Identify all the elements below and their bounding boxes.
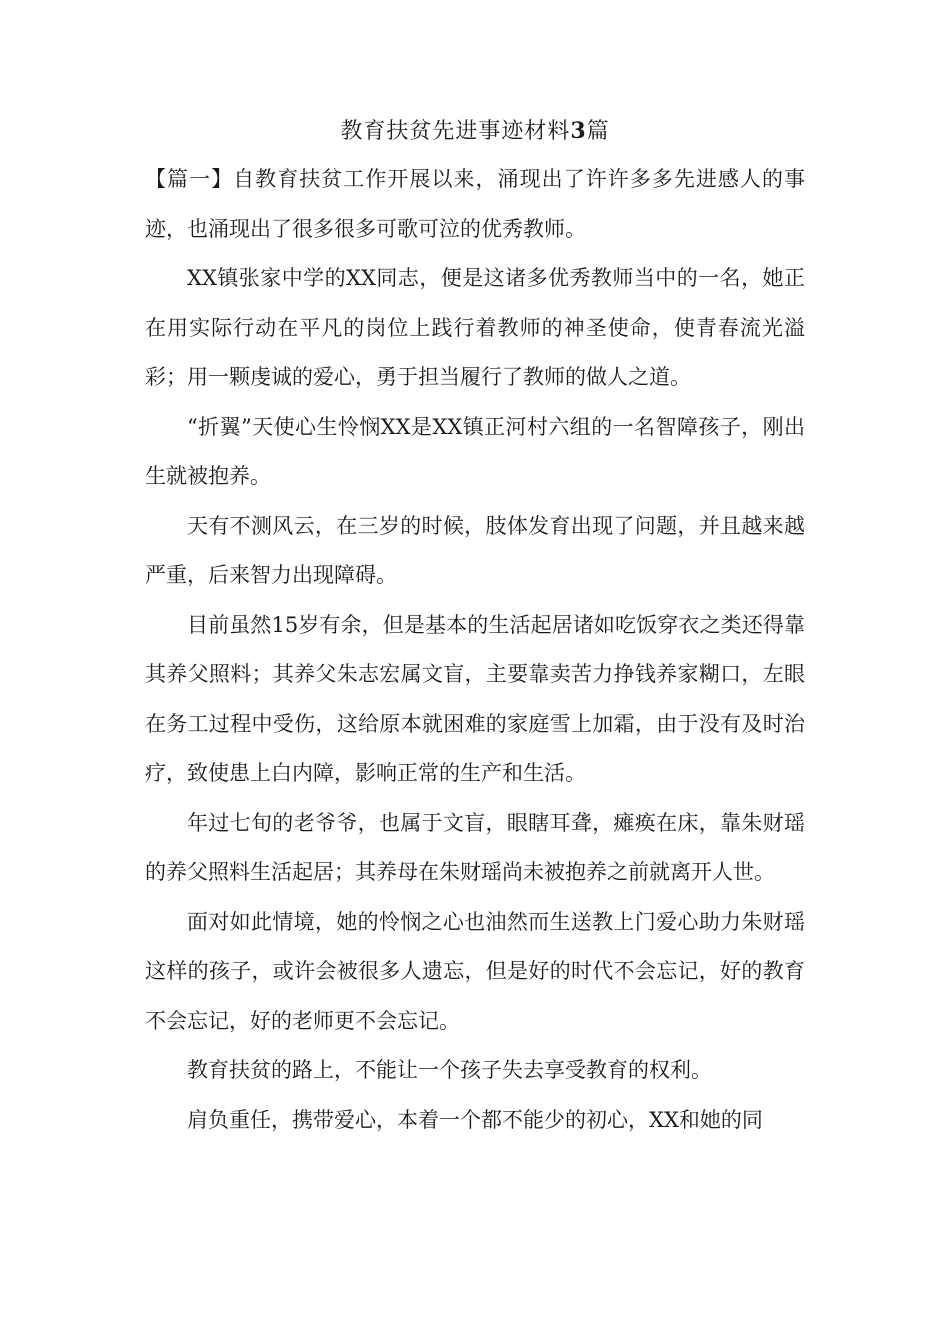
paragraph-2: XX镇张家中学的XX同志，便是这诸多优秀教师当中的一名，她正在用实际行动在平凡的岗位上践行着教师的神圣使命，使青春流光溢彩；用一颗虔诚的爱心，勇于担当履行了教师的做人之道。 xyxy=(145,266,805,389)
title-text: 教育扶贫先进事迹材料 xyxy=(340,119,571,144)
paragraph-7: 面对如此情境，她的怜悯之心也油然而生送教上门爱心助力朱财瑶这样的孩子，或许会被很多人遗忘，但是好的时代不会忘记，好的教育不会忘记，好的老师更不会忘记。 xyxy=(145,909,805,1033)
paragraph-1: 【篇一】自教育扶贫工作开展以来，涌现出了许许多多先进感人的事迹，也涌现出了很多很多可歌可泣的优秀教师。 xyxy=(145,167,805,241)
paragraph-8: 教育扶贫的路上，不能让一个孩子失去享受教育的权利。 xyxy=(187,1058,712,1082)
document-title xyxy=(145,112,805,151)
title-number: 3 xyxy=(570,118,587,144)
paragraph-4: 天有不测风云，在三岁的时候，肢体发育出现了问题，并且越来越严重，后来智力出现障碍。 xyxy=(145,513,805,587)
paragraph-5: 目前虽然15岁有余，但是基本的生活起居诸如吃饭穿衣之类还得靠其养父照料；其养父朱志宏属文盲，主要靠卖苦力挣钱养家糊口，左眼在务工过程中受伤，这给原本就困难的家庭雪上加霜，由于没有及时治疗，致使患上白内障，影响正常的生产和生活。 xyxy=(145,612,805,785)
title-suffix: 篇 xyxy=(586,119,610,144)
paragraph-9: 肩负重任，携带爱心，本着一个都不能少的初心，XX和她的同 xyxy=(187,1107,763,1132)
paragraph-6: 年过七旬的老爷爷，也属于文盲，眼瞎耳聋，瘫痪在床，靠朱财瑶的养父照料生活起居；其养母在朱财瑶尚未被抱养之前就离开人世。 xyxy=(145,810,805,884)
document-body xyxy=(145,112,805,1145)
paragraph-3: “折翼”天使心生怜悯XX是XX镇正河村六组的一名智障孩子，刚出生就被抱养。 xyxy=(145,414,805,488)
